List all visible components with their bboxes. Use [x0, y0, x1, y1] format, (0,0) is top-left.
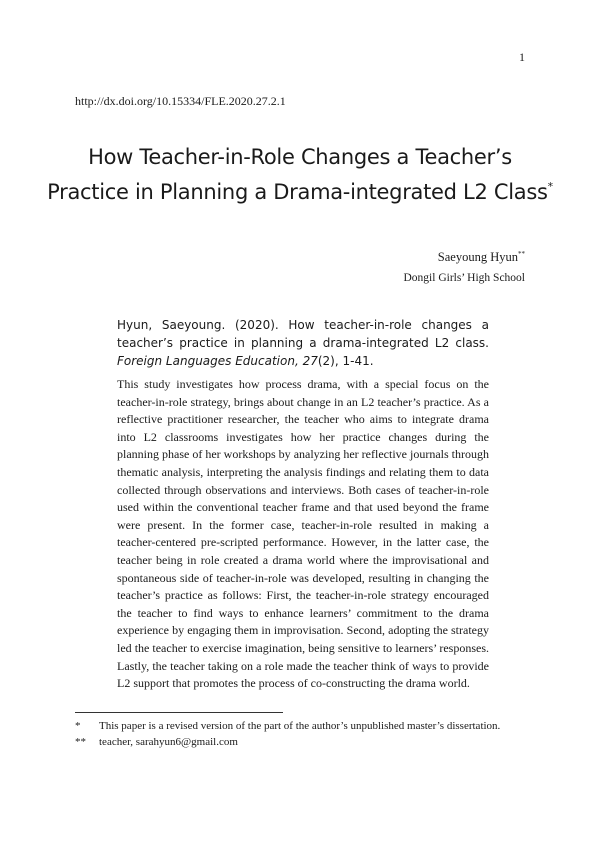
footnote-1 [75, 718, 525, 734]
footnote-2-text: teacher, sarahyun6@gmail.com [99, 736, 238, 748]
citation-prefix: Hyun, Saeyoung. (2020). How teacher-in-role changes a teacher’s practice in planning a drama-integrated L2 class. [117, 318, 489, 350]
citation [117, 316, 489, 370]
title-line-1: How Teacher-in-Role Changes a Teacher’s [88, 145, 512, 169]
page-number: 1 [519, 50, 525, 64]
abstract: This study investigates how process drama, with a special focus on the teacher-in-role strategy, brings about change in an L2 teacher’s practice. As a reflective practitioner researcher, the teacher who aims to integrate drama into L2 classrooms investigates how her practice changes during the planning phase of her workshops by analyzing her reflective journals through thematic analysis, interpreting the analysis findings and relating them to data collected through observations and interviews. Both cases of teacher-in-role used within the conventional teacher frame and that used beyond the frame were present. In the former case, teacher-in-role resulted in making a teacher-centered pre-scripted performance. However, in the latter case, the teacher being in role created a drama world where the improvisational and spontaneous side of teacher-in-role was developed, resulting in changing the teacher’s practice as follows: First, the teacher-in-role strategy encouraged the teacher to find ways to enhance learners’ commitment to the drama experience by engaging them in improvisation. Second, adopting the strategy led the teacher to exercise imagination, being sensitive to learners’ responses. Lastly, the teacher taking on a role made the teacher think of ways to provide L2 support that promotes the process of co-constructing the drama world. [117, 377, 489, 691]
footnote-2 [75, 734, 525, 750]
footnotes [75, 718, 525, 750]
footnote-1-mark: * [75, 720, 81, 732]
title-line-2: Practice in Planning a Drama-integrated L2 Class [47, 180, 548, 204]
author-block [404, 244, 526, 289]
footnote-divider [75, 712, 283, 713]
author-footnote-mark: ** [518, 250, 525, 258]
author-affiliation: Dongil Girls’ High School [403, 272, 525, 284]
citation-suffix: (2), 1-41. [317, 354, 374, 368]
citation-journal: Foreign Languages Education, 27 [117, 354, 318, 368]
paper-title [40, 142, 560, 207]
footnote-1-text: This paper is a revised version of the part of the author’s unpublished master’s dissertation. [99, 720, 501, 732]
title-footnote-mark: * [547, 180, 553, 193]
footnote-2-mark: ** [75, 736, 86, 748]
doi-link[interactable]: http://dx.doi.org/10.15334/FLE.2020.27.2.1 [75, 94, 286, 108]
author-name: Saeyoung Hyun [437, 250, 518, 264]
